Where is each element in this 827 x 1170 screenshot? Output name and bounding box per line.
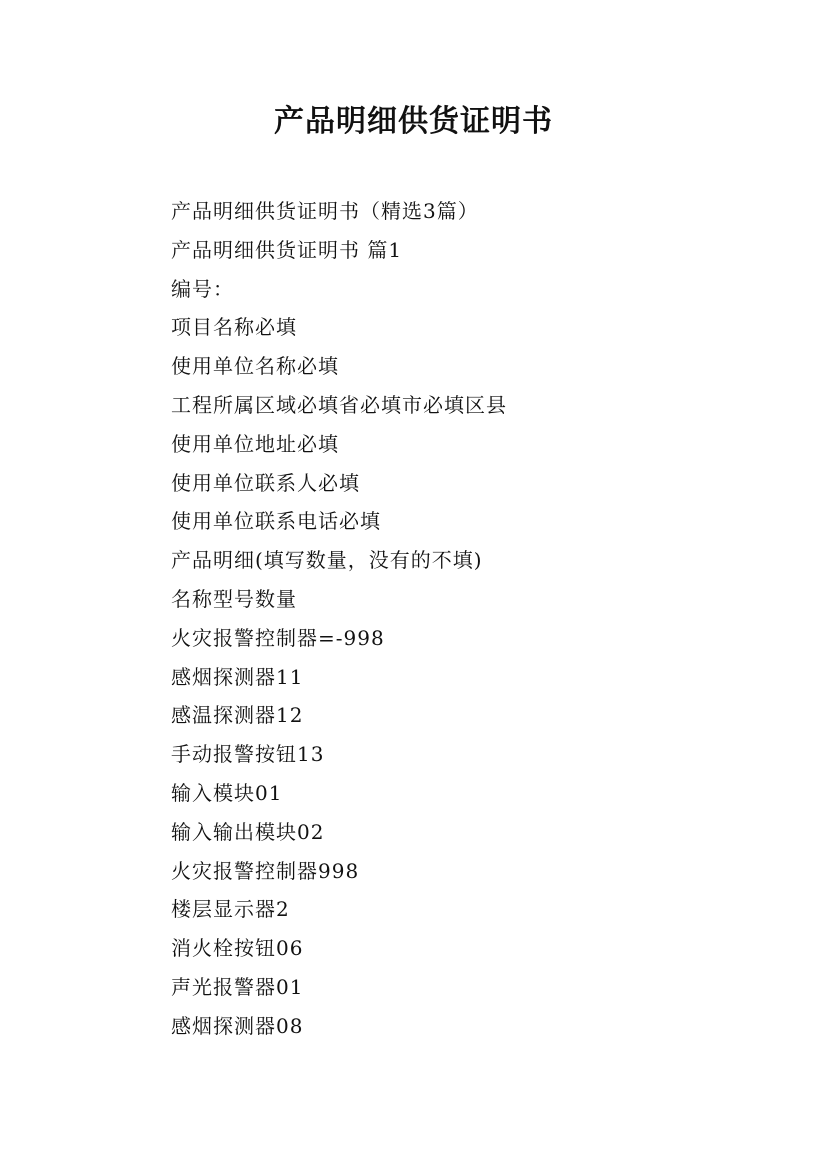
body-line: 火灾报警控制器=-998 bbox=[171, 625, 385, 650]
body-line: 项目名称必填 bbox=[171, 315, 297, 340]
body-line: 声光报警器01 bbox=[171, 974, 304, 999]
body-line: 产品明细供货证明书（精选3篇） bbox=[171, 199, 479, 223]
body-line: 使用单位名称必填 bbox=[171, 354, 339, 379]
body-line: 产品明细供货证明书 篇1 bbox=[171, 237, 403, 262]
body-line: 手动报警按钮13 bbox=[171, 742, 325, 767]
body-line: 使用单位联系人必填 bbox=[171, 470, 360, 495]
body-line: 使用单位联系电话必填 bbox=[171, 509, 381, 534]
body-line: 感温探测器12 bbox=[171, 703, 304, 728]
body-line: 名称型号数量 bbox=[171, 586, 297, 611]
body-line: 感烟探测器08 bbox=[171, 1013, 304, 1038]
body-line: 楼层显示器2 bbox=[171, 897, 290, 922]
body-line: 工程所属区域必填省必填市必填区县 bbox=[171, 392, 507, 417]
document-title: 产品明细供货证明书 bbox=[274, 104, 553, 139]
body-line: 编号： bbox=[171, 276, 234, 301]
body-line: 输入模块01 bbox=[171, 780, 283, 805]
body-line: 消火栓按钮06 bbox=[171, 936, 304, 961]
body-line: 输入输出模块02 bbox=[171, 819, 325, 844]
body-line: 火灾报警控制器998 bbox=[171, 858, 360, 883]
body-line: 感烟探测器11 bbox=[171, 664, 304, 689]
document-body bbox=[171, 192, 771, 1046]
body-line: 产品明细(填写数量，没有的不填) bbox=[171, 548, 483, 573]
body-line: 使用单位地址必填 bbox=[171, 431, 339, 456]
